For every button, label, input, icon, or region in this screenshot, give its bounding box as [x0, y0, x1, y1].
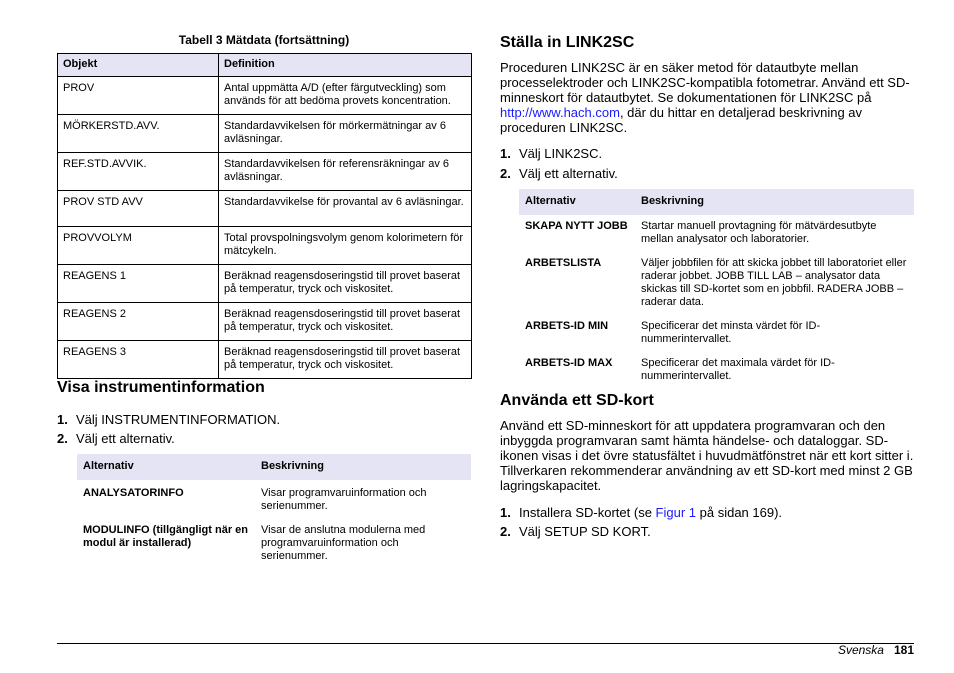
step-number: 2.: [57, 431, 68, 446]
table-row: [58, 227, 472, 265]
option-key: ARBETS-ID MIN: [525, 320, 609, 332]
table-cell-definition: Beräknad reagensdoseringstid till provet baserat på temperatur, tryck och viskositet.: [219, 303, 472, 341]
figure-1-link[interactable]: Figur 1: [655, 505, 697, 520]
step-text: Välj LINK2SC.: [519, 146, 603, 161]
option-description: Visar de anslutna modulerna med programvaruinformation och serienummer.: [261, 524, 426, 562]
table-cell-definition: Total provspolningsvolym genom kolorimetern för mätcykeln.: [219, 227, 472, 265]
option-description: Visar programvaruinformation och serienummer.: [261, 487, 427, 512]
options-row: [77, 519, 471, 569]
option-key: SKAPA NYTT JOBB: [525, 220, 628, 232]
option-description: Specificerar det maximala värdet för ID-nummerintervallet.: [641, 357, 835, 382]
paragraph-text: , där du hittar en detaljerad beskrivning av proceduren LINK2SC.: [500, 105, 863, 135]
step-number: 2.: [500, 524, 511, 539]
step-item: [500, 146, 602, 161]
step-item: [500, 524, 651, 539]
options-header-row: [519, 189, 914, 215]
table-row: [58, 77, 472, 115]
link2sc-options-table: [519, 189, 914, 389]
instrument-options-table: [77, 454, 471, 569]
step-text: Välj SETUP SD KORT.: [519, 524, 651, 539]
option-key: ARBETS-ID MAX: [525, 357, 613, 369]
paragraph-text: Proceduren LINK2SC är en säker metod för datautbyte mellan processelektroder och LINK2SC-kompatibla fotometrar. Använd ett SD-minneskort för datautbytet. Se dokumentationen för LINK2SC på: [500, 60, 910, 105]
table-row: [58, 265, 472, 303]
table-cell-definition: Standardavvikelse för provantal av 6 avläsningar.: [219, 191, 472, 227]
step-item: [57, 431, 175, 446]
page-number: 181: [893, 643, 914, 657]
options-header-alternativ: Alternativ: [519, 189, 635, 215]
step-text: Välj ett alternativ.: [519, 166, 618, 181]
table-cell-object: REAGENS 2: [58, 303, 219, 341]
options-row: [519, 252, 914, 315]
step-item: [57, 412, 280, 427]
option-description: Specificerar det minsta värdet för ID-nummerintervallet.: [641, 320, 821, 345]
column-header-definition: Definition: [219, 54, 472, 77]
options-header-beskrivning: Beskrivning: [635, 189, 914, 215]
step-number: 1.: [57, 412, 68, 427]
step-item: [500, 166, 618, 181]
page-footer: [838, 643, 914, 657]
step-text: Välj ett alternativ.: [76, 431, 175, 446]
link2sc-paragraph: [500, 60, 914, 135]
options-header-row: [77, 454, 471, 480]
table-header-row: [58, 54, 472, 77]
option-key: ARBETSLISTA: [525, 257, 602, 269]
table-cell-object: REAGENS 3: [58, 341, 219, 379]
table-cell-object: MÖRKERSTD.AVV.: [58, 115, 219, 153]
step-text: på sidan 169).: [696, 505, 783, 520]
options-row: [519, 352, 914, 389]
step-number: 1.: [500, 505, 511, 520]
table-caption: Tabell 3 Mätdata (fortsättning): [178, 33, 350, 47]
section-title-link2sc: Ställa in LINK2SC: [500, 34, 635, 51]
option-description: Väljer jobbfilen för att skicka jobbet till laboratoriet eller raderar jobbet. JOBB TILL LAB – analysator data skickas till SD-kortet som en jobbfil. RADERA JOBB – raderar data.: [641, 257, 907, 308]
options-row: [519, 315, 914, 352]
table-cell-definition: Standardavvikelsen för mörkermätningar av 6 avläsningar.: [219, 115, 472, 153]
table-cell-definition: Beräknad reagensdoseringstid till provet baserat på temperatur, tryck och viskositet.: [219, 265, 472, 303]
table-cell-object: PROV STD AVV: [58, 191, 219, 227]
table-cell-object: PROV: [58, 77, 219, 115]
table-cell-definition: Standardavvikelsen för referensräkningar av 6 avläsningar.: [219, 153, 472, 191]
options-header-beskrivning: Beskrivning: [255, 454, 471, 480]
step-number: 2.: [500, 166, 511, 181]
step-text: Välj INSTRUMENTINFORMATION.: [76, 412, 281, 427]
options-row: [77, 480, 471, 519]
step-text: Installera SD-kortet (se: [519, 505, 656, 520]
table-cell-object: REF.STD.AVVIK.: [58, 153, 219, 191]
section-title-instrument-info: Visa instrumentinformation: [57, 379, 265, 396]
table-cell-object: PROVVOLYM: [58, 227, 219, 265]
measurement-data-table: [57, 53, 472, 379]
table-row: [58, 303, 472, 341]
footer-language: Svenska: [837, 643, 884, 657]
table-row: [58, 191, 472, 227]
step-item: [500, 505, 782, 520]
column-header-objekt: Objekt: [58, 54, 219, 77]
table-cell-object: REAGENS 1: [58, 265, 219, 303]
option-key: ANALYSATORINFO: [83, 487, 184, 499]
option-key: MODULINFO (tillgängligt när en modul är installerad): [83, 524, 248, 549]
table-row: [58, 341, 472, 379]
table-cell-definition: Antal uppmätta A/D (efter färgutveckling) som används för att bedöma provets koncentration.: [219, 77, 472, 115]
table-cell-definition: Beräknad reagensdoseringstid till provet baserat på temperatur, tryck och viskositet.: [219, 341, 472, 379]
table-row: [58, 153, 472, 191]
hach-website-link[interactable]: http://www.hach.com: [500, 105, 620, 120]
option-description: Startar manuell provtagning för mätvärdesutbyte mellan analysator och laboratorier.: [641, 220, 877, 245]
sd-card-paragraph: Använd ett SD-minneskort för att uppdatera programvaran och den inbyggda programvaran samt hämta händelse- och dataloggar. SD-ikonen visas i det övre statusfältet i huvudmätfönstret när ett kort sitter i. Tillverkaren rekommenderar användning av ett SD-kort med minst 2 GB lagringskapacitet.: [500, 418, 914, 493]
step-number: 1.: [500, 146, 511, 161]
options-row: [519, 215, 914, 252]
footer-divider: [57, 643, 914, 644]
section-title-sd-card: Använda ett SD-kort: [500, 392, 654, 409]
options-header-alternativ: Alternativ: [77, 454, 255, 480]
table-row: [58, 115, 472, 153]
